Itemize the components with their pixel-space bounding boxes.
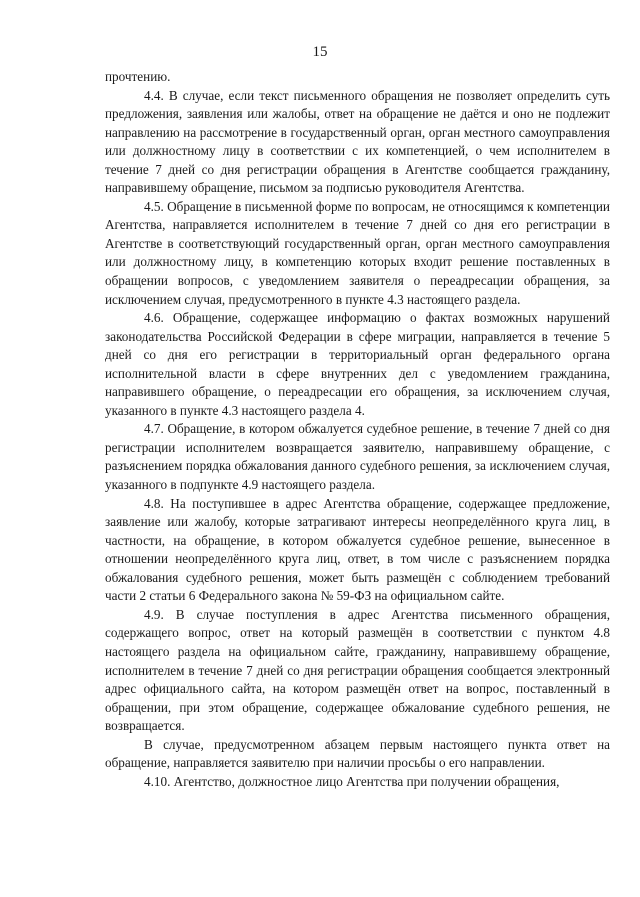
paragraph-4-5: 4.5. Обращение в письменной форме по вопросам, не относящимся к компетенции Агентства, направляется исполнителем в течение 7 дней со дня его регистрации в Агентстве в соответствующий государственный орган, орган местного самоуправления или должностному лицу, в компетенцию которых входит решение поставленных в обращении вопросов, с уведомлением заявителя о переадресации обращения, за исключением случая, предусмотренного в пункте 4.3 настоящего раздела. (105, 198, 610, 307)
paragraph-4-8: 4.8. На поступившее в адрес Агентства обращение, содержащее предложение, заявление или жалобу, которые затрагивают интересы неопределённого круга лиц, в частности, на обращение, в котором обжалуется судебное решение, вынесенное в отношении неопределённого круга лиц, ответ, в том числе с разъяснением порядка обжалования судебного решения, может быть размещён с соблюдением требований части 2 статьи 6 Федерального закона № 59-ФЗ на официальном сайте. (105, 495, 610, 604)
paragraph-4-9-second: В случае, предусмотренном абзацем первым настоящего пункта ответ на обращение, направляется заявителю при наличии просьбы о его направлении. (105, 736, 610, 771)
paragraph-4-10: 4.10. Агентство, должностное лицо Агентства при получении обращения, (144, 773, 560, 789)
paragraph-4-9: 4.9. В случае поступления в адрес Агентства письменного обращения, содержащего вопрос, ответ на который размещён в соответствии с пунктом 4.8 настоящего раздела на официальном сайте, гражданину, направившему обращение, исполнителем в течение 7 дней со дня регистрации обращения сообщается электронный адрес официального сайта, на котором размещён ответ на вопрос, поставленный в обращении, при этом обращение, содержащее обжалование судебного решения, не возвращается. (105, 606, 610, 734)
page-number: 15 (312, 44, 328, 60)
document-body (105, 68, 610, 791)
paragraph-continuation: прочтению. (105, 69, 171, 84)
paragraph-4-4: 4.4. В случае, если текст письменного обращения не позволяет определить суть предложения, заявления или жалобы, ответ на обращение не даётся и оно не подлежит направлению на рассмотрение в государственный орган, орган местного самоуправления или должностному лицу в соответствии с их компетенцией, о чем исполнителем в течение 7 дней со дня регистрации обращения в Агентстве сообщается гражданину, направившему обращение, письмом за подписью руководителя Агентства. (105, 87, 610, 196)
paragraph-4-6: 4.6. Обращение, содержащее информацию о фактах возможных нарушений законодательства Российской Федерации в сфере миграции, направляется в течение 5 дней со дня его регистрации в территориальный орган федерального органа исполнительной власти в сфере внутренних дел с уведомлением гражданина, направившего обращение, о переадресации его обращения, за исключением случая, указанного в пункте 4.3 настоящего раздела 4. (105, 310, 610, 418)
paragraph-4-7: 4.7. Обращение, в котором обжалуется судебное решение, в течение 7 дней со дня регистрации исполнителем возвращается заявителю, направившему обращение, с разъяснением порядка обжалования данного судебного решения, за исключением случая, указанного в подпункте 4.9 настоящего раздела. (105, 421, 610, 493)
